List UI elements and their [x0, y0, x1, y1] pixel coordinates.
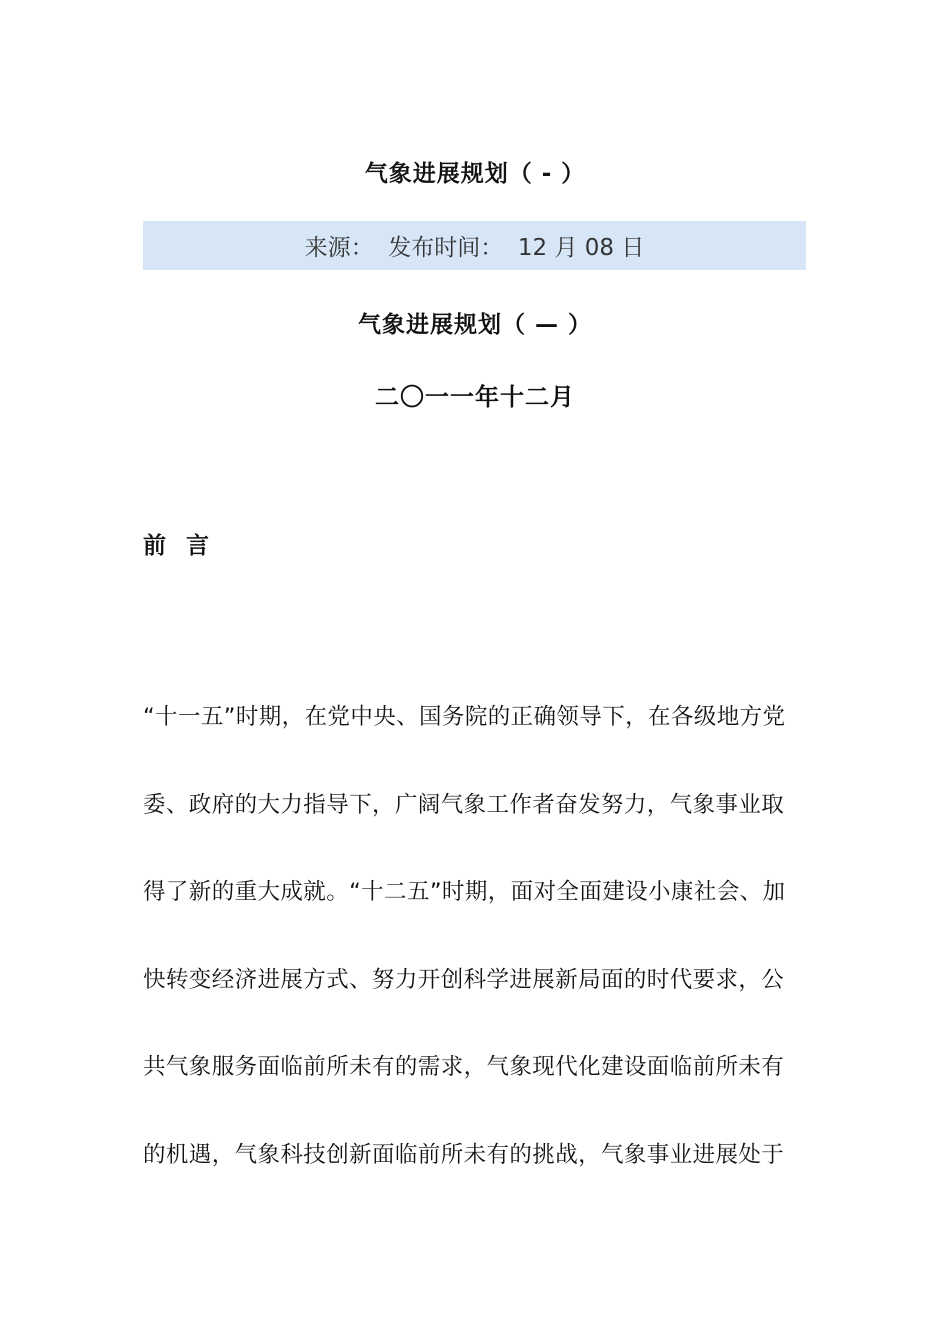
- paragraph-line: 得了新的重大成就。“十二五”时期，面对全面建设小康社会、加: [143, 879, 786, 905]
- body-paragraph: [143, 674, 813, 1199]
- paragraph-line: 快转变经济进展方式、努力开创科学进展新局面的时代要求，公: [143, 966, 785, 993]
- document-subtitle: 气象进展规划（ — ）: [357, 312, 592, 338]
- document-date: 二〇一一年十二月: [375, 383, 575, 411]
- paragraph-line: 的机遇，气象科技创新面临前所未有的挑战，气象事业进展处于: [143, 1141, 785, 1168]
- spacer: [503, 233, 518, 259]
- paragraph-line: 共气象服务面临前所未有的需求，气象现代化建设面临前所未有: [143, 1054, 785, 1080]
- document-title: 气象进展规划（ - ）: [364, 161, 586, 187]
- paragraph-line: 委、政府的大力指导下，广阔气象工作者奋发努力，气象事业取: [143, 791, 785, 818]
- published-label: 发布时间：: [388, 235, 504, 261]
- meta-info-bar: [143, 221, 806, 270]
- section-heading: 前 言: [143, 533, 216, 559]
- paragraph-line: “十一五”时期，在党中央、国务院的正确领导下，在各级地方党: [143, 704, 786, 730]
- source-label: 来源：: [304, 235, 374, 261]
- spacer: [374, 233, 389, 259]
- published-date: 12 月 08 日: [517, 235, 645, 261]
